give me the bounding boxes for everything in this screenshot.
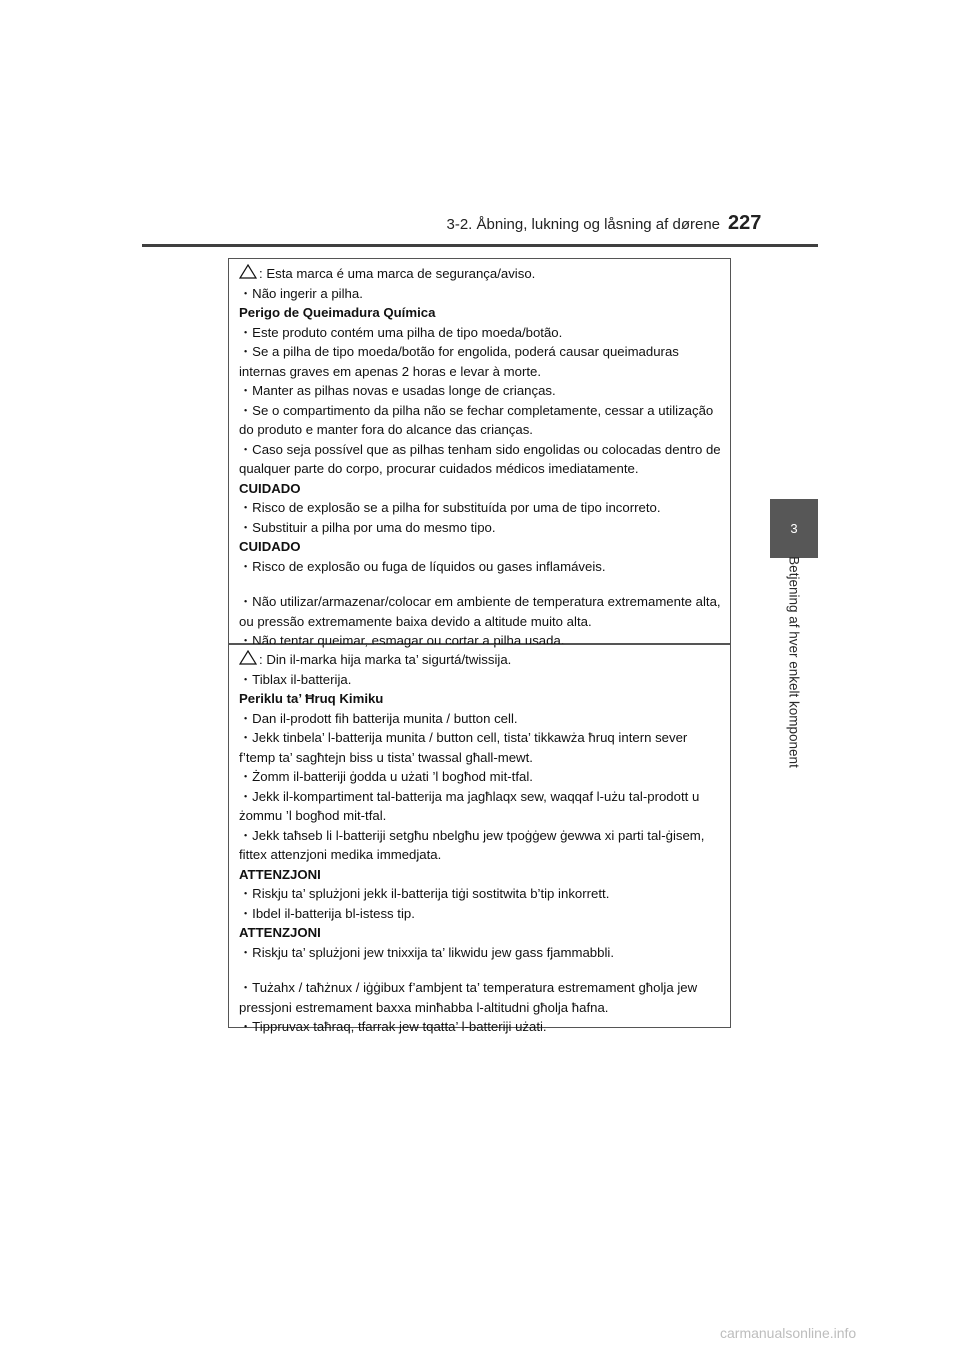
section-title: 3-2. Åbning, lukning og låsning af dørene [446,216,720,233]
notice-line: ・Se o compartimento da pilha não se fechar completamente, cessar a utilização do produto e manter fora do alcance das crianças. [239,402,714,437]
notice-line: ・Tużahx / taħżnux / iġġibux f’ambjent ta’ temperatura estremament għolja jew pressjoni estremament baxxa minħabba l-altitudni għolja ħafna. [239,980,698,1015]
chapter-number: 3 [790,521,798,536]
notice-line [239,264,724,284]
notice-text: : Esta marca é uma marca de segurança/aviso. [259,266,536,281]
notice-heading: ATTENZJONI [239,866,321,882]
notice-line: ・Manter as pilhas novas e usadas longe de crianças. [239,383,556,398]
notice-line: ・Jekk taħseb li l-batteriji setgħu nbelgħu jew tpoġġew ġewwa xi parti tal-ġisem, fittex attenzjoni medika immedjata. [239,827,705,862]
notice-line: ・Não utilizar/armazenar/colocar em ambiente de temperatura extremamente alta, ou pressão extremamente baixa devido a altitude muito alta. [239,594,721,629]
notice-heading: Perigo de Queimadura Química [239,305,436,320]
notice-line [239,650,724,670]
notice-line: ・Tippruvax taħraq, tfarrak jew tqatta’ l-batteriji użati. [239,1019,547,1034]
notice-line: ・Risco de explosão ou fuga de líquidos ou gases inflamáveis. [239,558,606,574]
notice-heading: CUIDADO [239,539,301,554]
notice-line: ・Jekk il-kompartiment tal-batterija ma jagħlaqx sew, waqqaf l-użu tal-prodott u żommu ’l bogħod mit-tfal. [239,788,700,823]
notice-line: ・Tiblax il-batterija. [239,671,352,687]
notice-line: ・Não tentar queimar, esmagar ou cortar a pilha usada. [239,633,565,648]
page-number: 227 [728,212,762,234]
watermark: carmanualsonline.info [720,1325,857,1341]
notice-line: ・Riskju ta’ splużjoni jekk il-batterija tiġi sostitwita b’tip inkorrett. [239,886,610,901]
notice-line: ・Substituir a pilha por uma do mesmo tipo. [239,519,496,535]
notice-line: ・Este produto contém uma pilha de tipo moeda/botão. [239,324,563,340]
notice-line: ・Riskju ta’ splużjoni jew tnixxija ta’ likwidu jew gass fjammabbli. [239,944,614,960]
notice-line: ・Se a pilha de tipo moeda/botão for engolida, poderá causar queimaduras internas graves em apenas 2 horas e levar à morte. [239,344,679,379]
chapter-title: Betjening af hver enkelt komponent [786,556,802,768]
notice-line: ・Caso seja possível que as pilhas tenham sido engolidas ou colocadas dentro de qualquer parte do corpo, procurar cuidados médicos imediatamente. [239,441,721,476]
notice-line: ・Ibdel il-batterija bl-istess tip. [239,905,415,921]
header-rule [142,244,818,247]
battery-warning-portuguese [228,258,731,648]
warning-triangle-icon [239,650,257,665]
notice-heading: ATTENZJONI [239,925,321,940]
notice-line: ・Não ingerir a pilha. [239,285,363,301]
notice-line: ・Jekk tinbela’ l-batterija munita / button cell, tista’ tikkawża ħruq intern sever f’temp ta’ sagħtejn biss u tista’ twassal għall-mewt. [239,730,688,765]
warning-triangle-icon [239,264,257,279]
notice-line: ・Dan il-prodott fih batterija munita / button cell. [239,710,518,726]
battery-warning-maltese [228,644,731,1034]
chapter-tab [770,499,818,558]
notice-line: ・Żomm il-batteriji ġodda u użati ’l bogħod mit-tfal. [239,769,533,784]
notice-heading: CUIDADO [239,480,301,496]
notice-text: : Din il-marka hija marka ta’ sigurtá/twissija. [259,652,512,667]
notice-line: ・Risco de explosão se a pilha for substituída por uma de tipo incorreto. [239,500,661,515]
notice-heading: Periklu ta’ Ħruq Kimiku [239,691,384,706]
